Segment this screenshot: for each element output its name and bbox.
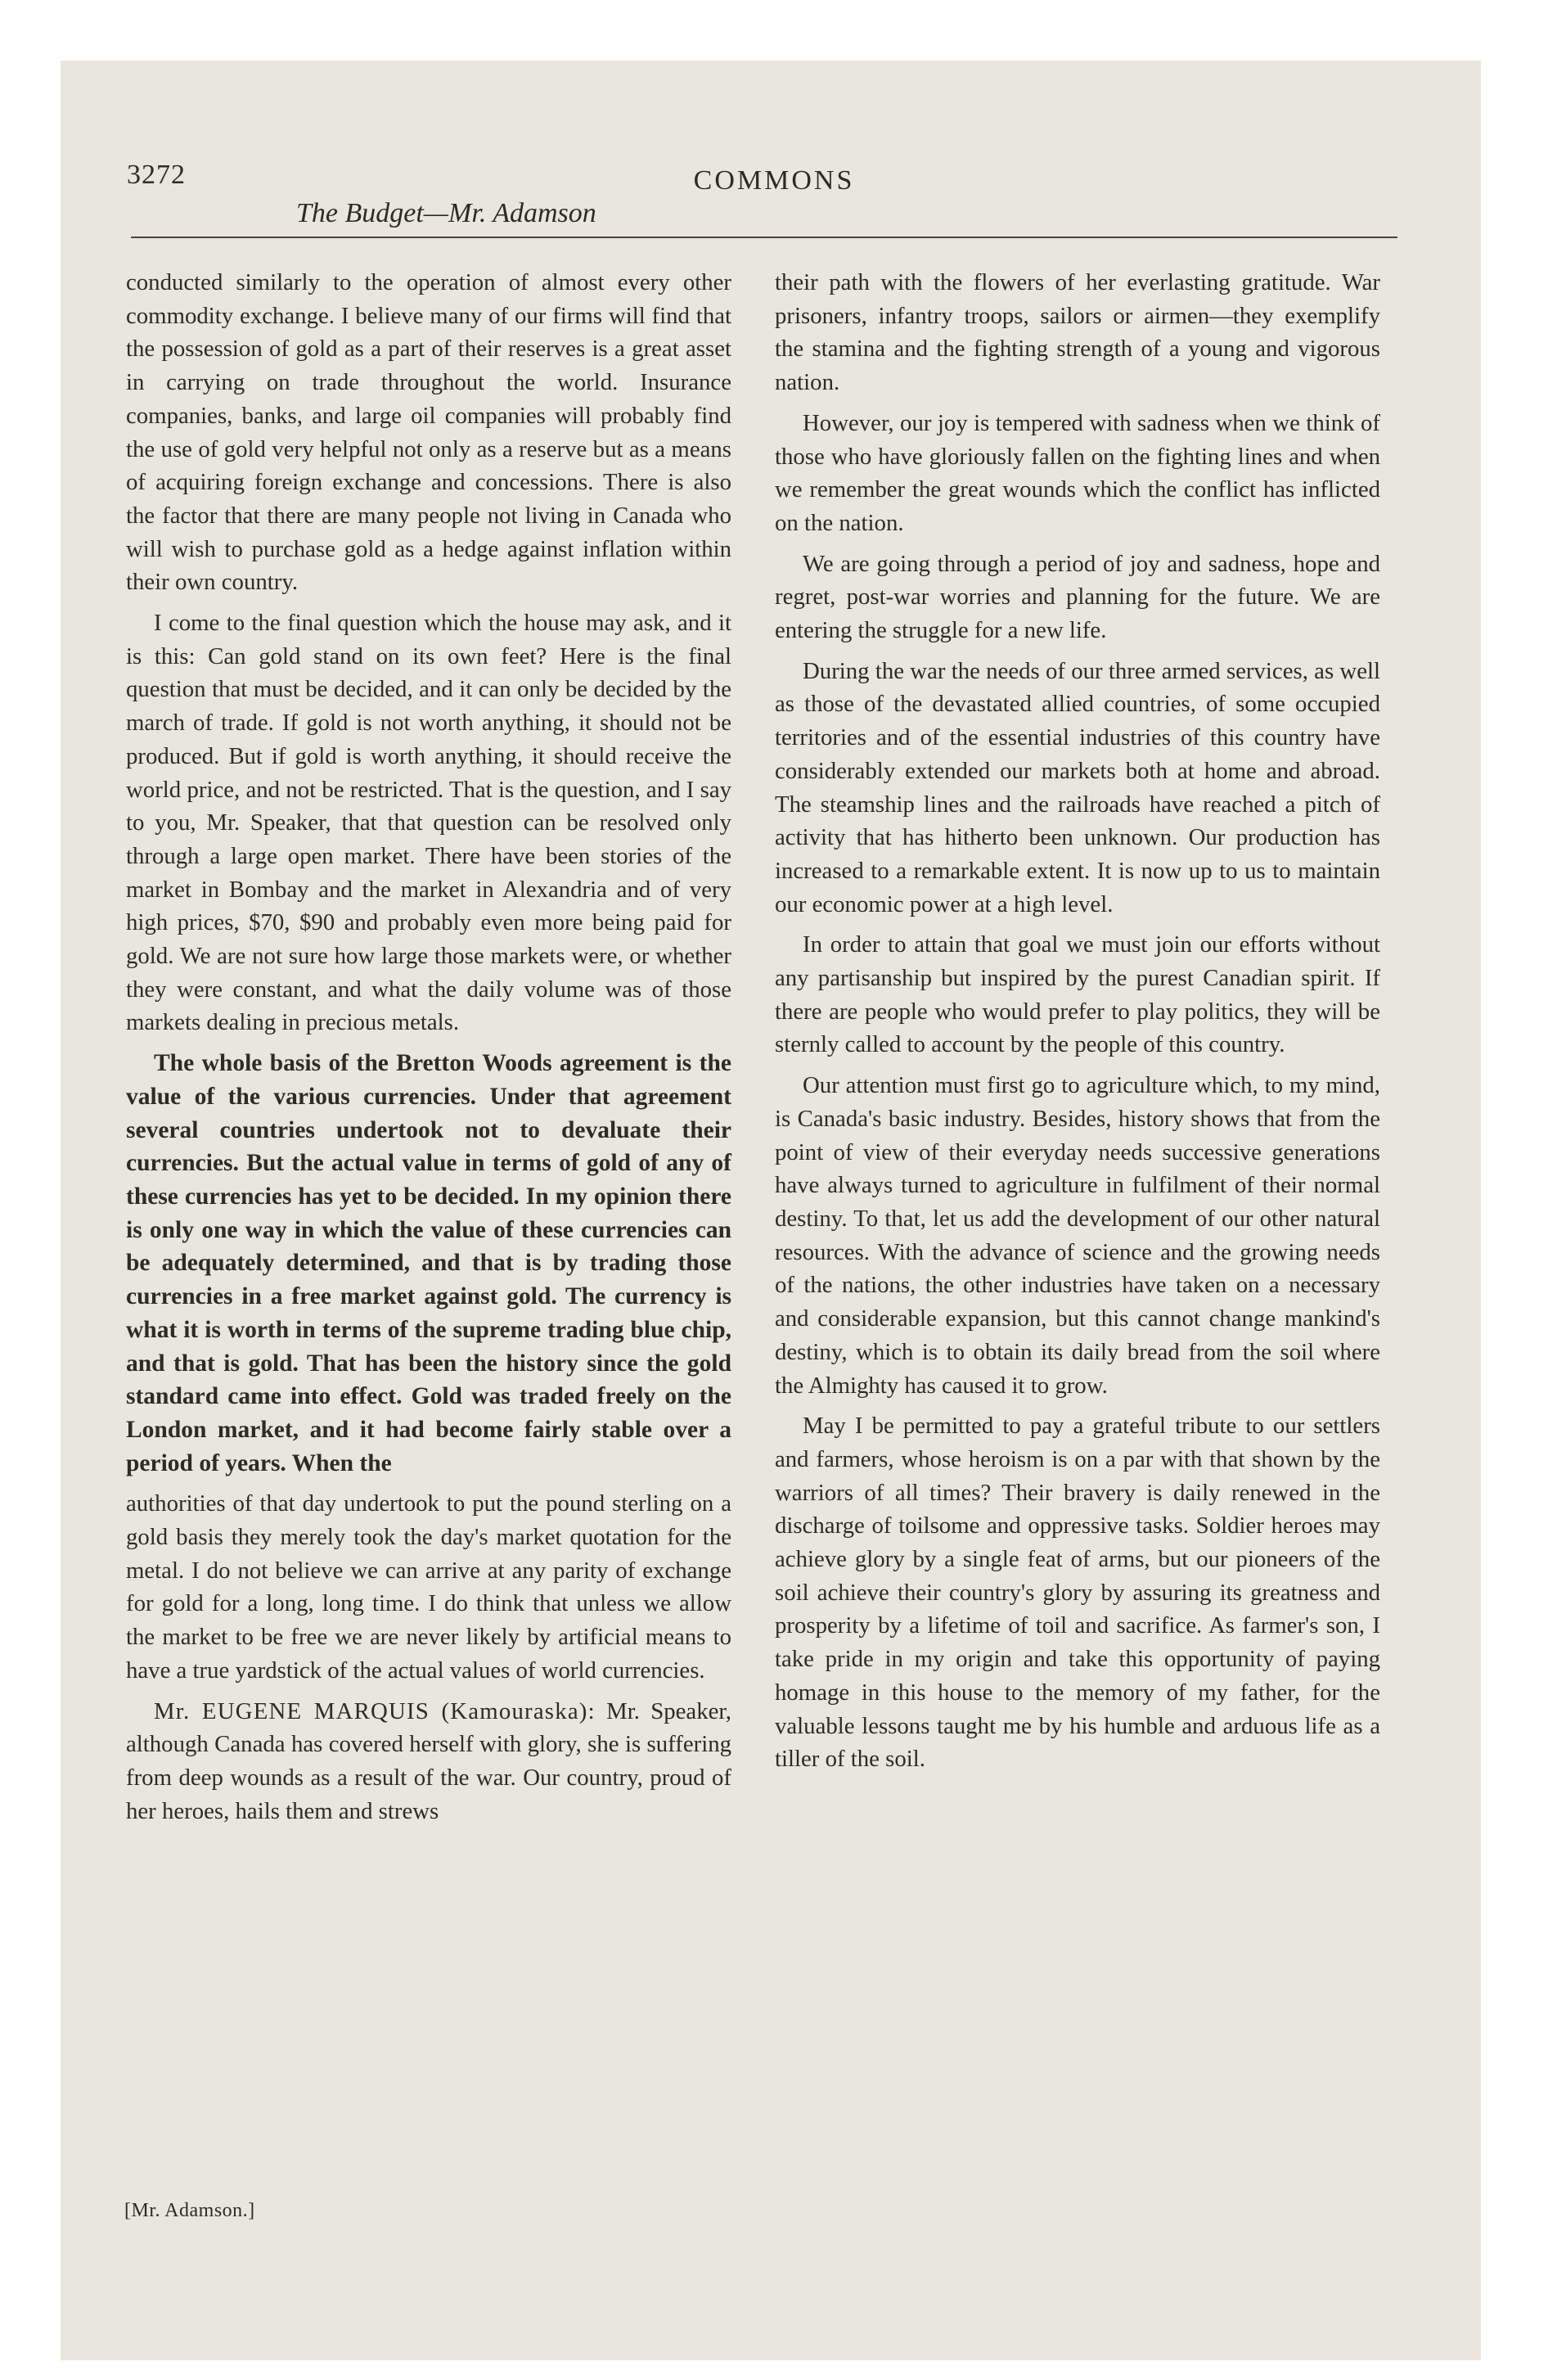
paragraph: May I be permitted to pay a grateful tribute to our settlers and farmers, whose heroism is on a par with that shown by the warriors of all times? Their bravery is daily renewed in the discharge of toilsome and oppressive tasks. Soldier heroes may achieve glory by a single feat of arms, but our pioneers of the soil achieve their country's glory by assuring its greatness and prosperity by a lifetime of toil and sacrifice. As farmer's son, I take pride in my origin and take this opportunity of paying homage in this house to the memory of my father, for the valuable lessons taught me by his humble and arduous life as a tiller of the soil. <box>775 1413 1380 1773</box>
page-number: 3272 <box>127 160 186 190</box>
running-header-title: COMMONS <box>693 165 855 196</box>
paragraph: During the war the needs of our three armed services, as well as those of the devastated allied countries, of some occupied territories and of the essential industries of this country have considerably extended our markets both at home and abroad. The steamship lines and the railroads have reached a pitch of activity that has hitherto been unknown. Our production has increased to a remarkable extent. It is now up to us to maintain our economic power at a high level. <box>775 657 1380 917</box>
paragraph: However, our joy is tempered with sadness when we think of those who have gloriously fallen on the fighting lines and when we remember the great wounds which the conflict has inflicted on the nation. <box>775 409 1380 536</box>
right-column <box>775 266 1380 1783</box>
paragraph: authorities of that day undertook to put the pound sterling on a gold basis they merely took the day's market quotation for the metal. I do not believe we can arrive at any parity of exchange for gold for a long, long time. I do think that unless we allow the market to be free we are never likely by artificial means to have a true yardstick of the actual values of world currencies. <box>126 1490 731 1684</box>
paragraph: conducted similarly to the operation of almost every other commodity exchange. I believe many of our firms will find that the possession of gold as a part of their reserves is a great asset in carrying on trade throughout the world. Insurance companies, banks, and large oil companies will probably find the use of gold very helpful not only as a reserve but as a means of acquiring foreign exchange and concessions. There is also the factor that there are many people not living in Canada who will wish to purchase gold as a hedge against inflation within their own country. <box>126 269 731 596</box>
paragraph: In order to attain that goal we must join our efforts without any partisanship but inspired by the purest Canadian spirit. If there are people who would prefer to play politics, they will be sternly called to account by the people of this country. <box>775 931 1380 1058</box>
speaker-paragraph <box>126 1695 731 1828</box>
paragraph-bold: The whole basis of the Bretton Woods agreement is the value of the various currencies. Under that agreement several countries undertook not to devaluate their currencies. But the actual value in terms of gold of any of these currencies has yet to be decided. In my opinion there is only one way in which the value of these currencies can be adequately determined, and that is by trading those currencies in a free market against gold. The currency is what it is worth in terms of the supreme trading blue chip, and that is gold. That has been the history since the gold standard came into effect. Gold was traded freely on the London market, and it had become fairly stable over a period of years. When the <box>126 1050 731 1476</box>
speaker-name: Mr. EUGENE MARQUIS (Kamouraska): <box>154 1697 596 1724</box>
paragraph: We are going through a period of joy and sadness, hope and regret, post-war worries and planning for the future. We are entering the struggle for a new life. <box>775 550 1380 644</box>
paragraph: Our attention must first go to agriculture which, to my mind, is Canada's basic industry. Besides, history shows that from the point of view of their everyday needs successive generations have always turned to agriculture in fulfilment of their normal destiny. To that, let us add the development of our other natural resources. With the advance of science and the growing needs of the nations, the other industries have taken on a necessary and considerable expansion, but this cannot change mankind's destiny, which is to obtain its daily bread from the soil where the Almighty has caused it to grow. <box>775 1072 1380 1399</box>
speaker-text: Mr. Speaker, although Canada has covered herself with glory, she is suffering from deep wounds as a result of the war. Our country, proud of her heroes, hails them and strews <box>126 1697 732 1824</box>
running-subheading: The Budget—Mr. Adamson <box>296 198 596 228</box>
paragraph: I come to the final question which the house may ask, and it is this: Can gold stand on its own feet? Here is the final question that must be decided, and it can only be decided by the march of trade. If gold is not worth anything, it should not be produced. But if gold is worth anything, it should receive the world price, and not be restricted. That is the question, and I say to you, Mr. Speaker, that that question can be resolved only through a large open market. There have been stories of the market in Bombay and the market in Alexandria and of very high prices, $70, $90 and probably even more being paid for gold. We are not sure how large those markets were, or whether they were constant, and what the daily volume was of those markets dealing in precious metals. <box>126 610 731 1036</box>
paragraph: their path with the flowers of her everlasting gratitude. War prisoners, infantry troops, sailors or airmen—they exemplify the stamina and the fighting strength of a young and vigorous nation. <box>775 269 1380 396</box>
header-rule <box>131 237 1397 238</box>
attribution-note: [Mr. Adamson.] <box>124 2200 255 2221</box>
left-column <box>126 266 731 1835</box>
